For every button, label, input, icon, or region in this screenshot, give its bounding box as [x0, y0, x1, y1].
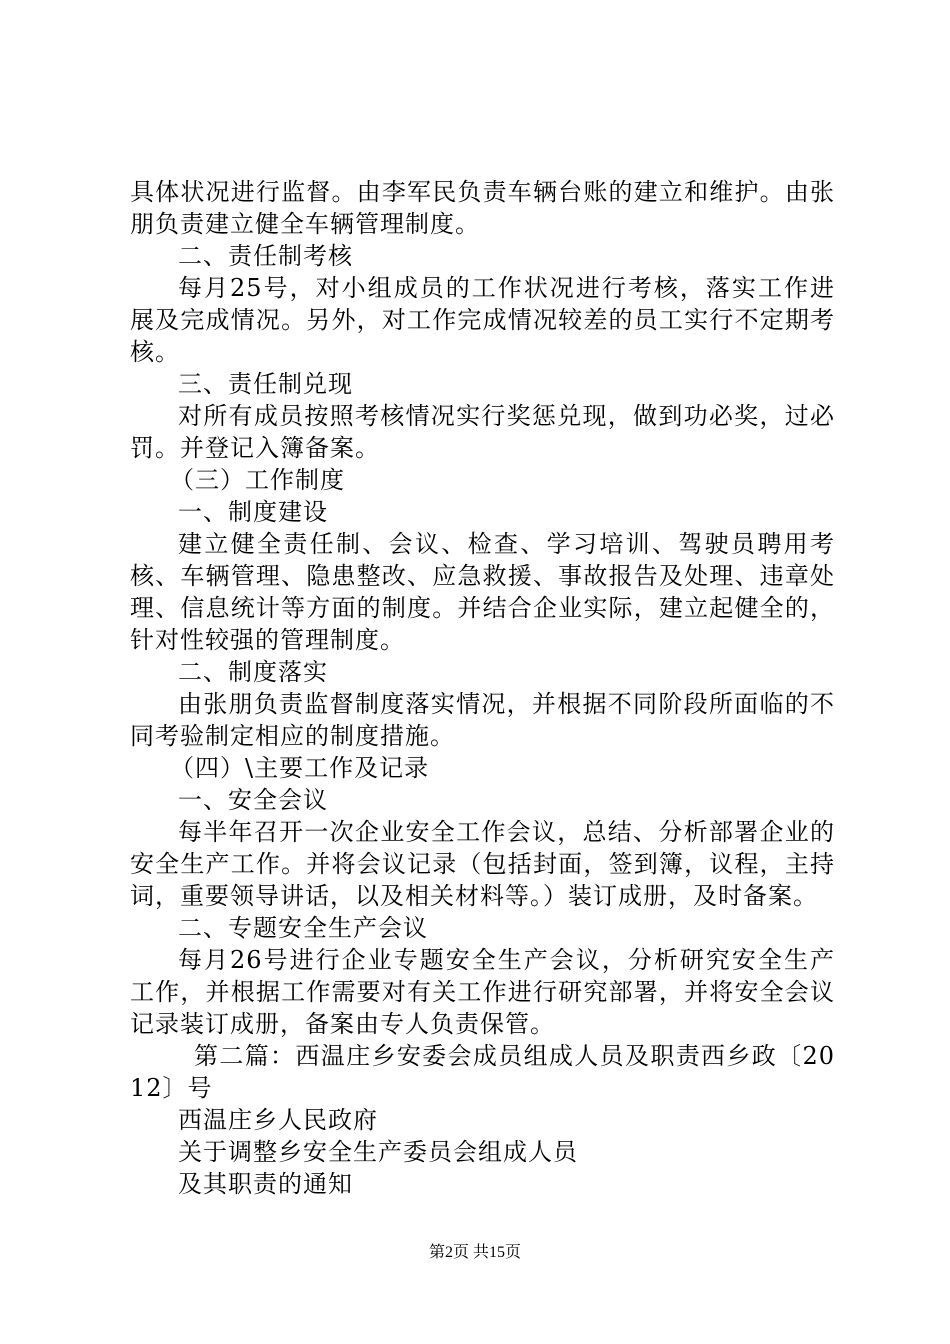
paragraph-system-construction: 建立健全责任制、会议、检查、学习培训、驾驶员聘用考核、车辆管理、隐患整改、应急救援、事故报告及处理、违章处理、信息统计等方面的制度。并结合企业实际，建立起健全的，针对性较强的管理制度。: [130, 530, 835, 654]
section-heading-safety-meeting: 一、安全会议: [178, 786, 328, 814]
chapter-heading-work-system: （三）工作制度: [170, 466, 345, 494]
section-heading-system-construction: 一、制度建设: [178, 498, 328, 526]
paragraph-system-implementation: 由张朋负责监督制度落实情况，并根据不同阶段所面临的不同考验制定相应的制度措施。: [130, 690, 835, 750]
section-heading-responsibility-assessment: 二、责任制考核: [178, 242, 353, 270]
issuer-line: 西温庄乡人民政府: [178, 1106, 378, 1134]
paragraph-assessment: 每月25号，对小组成员的工作状况进行考核，落实工作进展及完成情况。另外，对工作完成情况较差的员工实行不定期考核。: [130, 274, 835, 366]
chapter-heading-main-work: （四）\主要工作及记录: [170, 754, 430, 782]
section-heading-responsibility-fulfillment: 三、责任制兑现: [178, 370, 353, 398]
paragraph-safety-meeting: 每半年召开一次企业安全工作会议，总结、分析部署企业的安全生产工作。并将会议记录（包括封面，签到簿，议程，主持词，重要领导讲话，以及相关材料等。）装订成册，及时备案。: [130, 818, 835, 910]
notice-title-line-2: 及其职责的通知: [178, 1170, 353, 1198]
paragraph-fulfillment: 对所有成员按照考核情况实行奖惩兑现，做到功必奖，过必罚。并登记入簿备案。: [130, 402, 835, 462]
notice-title-line-1: 关于调整乡安全生产委员会组成人员: [178, 1138, 578, 1166]
paragraph-continuation: 具体状况进行监督。由李军民负责车辆台账的建立和维护。由张朋负责建立健全车辆管理制度。: [130, 178, 835, 238]
part-two-title: 第二篇：西温庄乡安委会成员组成人员及职责西乡政〔2012〕号: [130, 1042, 835, 1102]
paragraph-special-meeting: 每月26号进行企业专题安全生产会议，分析研究安全生产工作，并根据工作需要对有关工作进行研究部署，并将安全会议记录装订成册，备案由专人负责保管。: [130, 946, 835, 1038]
section-heading-system-implementation: 二、制度落实: [178, 658, 328, 686]
page-number-footer: 第2页 共15页: [428, 1244, 521, 1261]
section-heading-special-meeting: 二、专题安全生产会议: [178, 914, 428, 942]
document-body: [130, 176, 835, 1200]
